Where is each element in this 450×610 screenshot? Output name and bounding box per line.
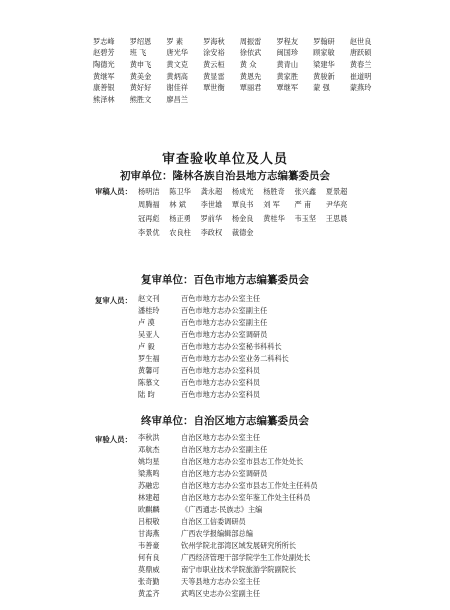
person-row bbox=[138, 576, 260, 588]
name-cell: 熊泽林 bbox=[93, 94, 115, 104]
person-name: 甘海燕 bbox=[138, 529, 160, 538]
person-role: 自治区工信委调研员 bbox=[181, 517, 246, 526]
name-cell: 杨成光 bbox=[231, 186, 254, 196]
name-cell: 杨正勇 bbox=[169, 213, 191, 223]
person-name: 莫鼎威 bbox=[138, 565, 160, 574]
name-cell: 黄云桓 bbox=[203, 59, 225, 69]
name-cell: 康善银 bbox=[93, 83, 115, 93]
name-cell: 罗程友 bbox=[276, 36, 299, 46]
name-cell: 黄申飞 bbox=[129, 59, 152, 69]
name-cell: 李世雄 bbox=[200, 200, 223, 210]
person-role: 百色市地方志办公室秘书科科长 bbox=[181, 342, 282, 351]
name-cell: 谢佳祥 bbox=[166, 83, 188, 93]
name-cell: 唐跃硕 bbox=[349, 48, 372, 58]
name-cell: 陈卫华 bbox=[169, 186, 191, 196]
name-row bbox=[93, 71, 393, 83]
name-row bbox=[93, 82, 393, 94]
name-cell: 黄 众 bbox=[239, 59, 257, 69]
person-role: 自治区地方志办公室调研员 bbox=[181, 469, 268, 478]
person-name: 何有良 bbox=[138, 553, 160, 562]
person-role: 《广西通志·民族志》主编 bbox=[181, 505, 263, 514]
person-name: 梁燕鸣 bbox=[138, 469, 160, 478]
person-role: 天等县地方志办公室主任 bbox=[181, 577, 261, 586]
person-name: 李秋洪 bbox=[138, 433, 160, 442]
name-cell: 罗志峰 bbox=[93, 36, 115, 46]
person-role: 百色市地方志办公室副主任 bbox=[181, 318, 268, 327]
name-cell: 黄青山 bbox=[276, 59, 299, 69]
person-role: 自治区地方志办公室市县志工作处主任科员 bbox=[181, 481, 318, 490]
name-cell: 严 甫 bbox=[294, 200, 312, 210]
person-row bbox=[138, 564, 296, 576]
final-review-heading: 终审单位：自治区地方志编纂委员会 bbox=[141, 415, 309, 427]
name-cell: 熊胜文 bbox=[129, 94, 152, 104]
person-role: 自治区地方志办公室年鉴工作处主任科员 bbox=[181, 493, 311, 502]
second-review-label: 复审人员： bbox=[95, 296, 132, 305]
person-row bbox=[138, 444, 267, 456]
person-row bbox=[138, 329, 267, 341]
person-role: 百色市地方志办公室业务二科科长 bbox=[181, 354, 289, 363]
person-role: 百色市地方志办公室科员 bbox=[181, 366, 261, 375]
person-name: 卢 漠 bbox=[138, 318, 155, 327]
person-role: 自治区地方志办公室副主任 bbox=[181, 445, 268, 454]
name-cell: 李政权 bbox=[200, 227, 223, 237]
name-cell: 班 飞 bbox=[129, 48, 147, 58]
page-title: 审查验收单位及人员 bbox=[161, 152, 288, 167]
person-role: 百色市地方志办公室科员 bbox=[181, 378, 261, 387]
name-cell: 黄继军 bbox=[93, 71, 115, 81]
person-name: 黄馨可 bbox=[138, 366, 160, 375]
name-cell: 陶德光 bbox=[93, 59, 115, 69]
person-role: 百色市地方志办公室调研员 bbox=[181, 330, 268, 339]
name-cell: 农良柱 bbox=[169, 227, 191, 237]
name-row bbox=[93, 94, 393, 106]
person-row bbox=[138, 504, 262, 516]
person-name: 欧麒麟 bbox=[138, 505, 160, 514]
person-row bbox=[138, 365, 260, 377]
name-cell: 廖昌兰 bbox=[166, 94, 188, 104]
name-cell: 覃继军 bbox=[276, 83, 299, 93]
name-row bbox=[93, 48, 393, 60]
name-cell: 闽国珍 bbox=[276, 48, 299, 58]
person-role: 钦州学院北部湾区域发展研究所所长 bbox=[181, 541, 297, 550]
person-row bbox=[138, 305, 267, 317]
name-cell: 裁德金 bbox=[231, 227, 254, 237]
name-cell: 覃丽君 bbox=[239, 83, 262, 93]
name-cell: 罗 素 bbox=[166, 36, 184, 46]
person-role: 百色市地方志办公室主任 bbox=[181, 294, 261, 303]
name-cell: 覃良书 bbox=[231, 200, 254, 210]
second-review-heading: 复审单位：百色市地方志编纂委员会 bbox=[141, 274, 309, 286]
person-role: 百色市地方志办公室科员 bbox=[181, 390, 261, 399]
person-name: 苏融忠 bbox=[138, 481, 160, 490]
name-cell: 杨明洁 bbox=[138, 186, 160, 196]
person-row bbox=[138, 480, 318, 492]
name-cell: 林 斌 bbox=[169, 200, 186, 210]
final-review-label: 审验人员： bbox=[95, 435, 132, 444]
name-cell: 罗前华 bbox=[200, 213, 223, 223]
name-row bbox=[138, 185, 357, 199]
person-row bbox=[138, 516, 246, 528]
person-name: 邓航杰 bbox=[138, 445, 160, 454]
person-name: 韦善豪 bbox=[138, 541, 160, 550]
person-row bbox=[138, 293, 260, 305]
person-row bbox=[138, 432, 260, 444]
name-cell: 杨胜奇 bbox=[263, 186, 285, 196]
name-cell: 唐光华 bbox=[166, 48, 188, 58]
person-name: 陈慕文 bbox=[138, 378, 160, 387]
person-role: 武鸣区史志办公室副主任 bbox=[181, 589, 261, 598]
person-name: 卢 毅 bbox=[138, 342, 155, 351]
person-row bbox=[138, 353, 289, 365]
name-cell: 李景优 bbox=[138, 227, 160, 237]
name-cell: 赵碧芳 bbox=[93, 48, 115, 58]
name-cell: 夏景超 bbox=[325, 186, 348, 196]
person-role: 广西农学报编辑部总编 bbox=[181, 529, 253, 538]
person-name: 姚均星 bbox=[138, 457, 160, 466]
name-row bbox=[93, 59, 393, 71]
name-cell: 徐依武 bbox=[239, 48, 262, 58]
name-cell: 张兴鑫 bbox=[294, 186, 317, 196]
person-row bbox=[138, 317, 267, 329]
name-cell: 崔道明 bbox=[349, 71, 372, 81]
person-role: 自治区地方志办公室主任 bbox=[181, 433, 261, 442]
person-row bbox=[138, 456, 303, 468]
name-cell: 黄桂华 bbox=[263, 213, 285, 223]
person-role: 南宁市职业技术学院旅游学院副院长 bbox=[181, 565, 297, 574]
name-row bbox=[93, 36, 393, 48]
person-role: 百色市地方志办公室副主任 bbox=[181, 306, 268, 315]
name-cell: 黄显雷 bbox=[203, 71, 225, 81]
first-review-names bbox=[138, 185, 357, 239]
name-row bbox=[138, 212, 357, 226]
name-cell: 黄骏新 bbox=[313, 71, 335, 81]
name-cell: 刘 军 bbox=[263, 200, 280, 210]
name-cell: 黄美金 bbox=[129, 71, 152, 81]
person-name: 林建超 bbox=[138, 493, 160, 502]
name-row bbox=[138, 226, 357, 240]
name-cell: 顾家敏 bbox=[313, 48, 335, 58]
person-name: 赵文刊 bbox=[138, 294, 160, 303]
person-row bbox=[138, 389, 260, 401]
person-name: 吕根敬 bbox=[138, 517, 160, 526]
top-name-list bbox=[93, 36, 393, 106]
name-cell: 杨金良 bbox=[231, 213, 254, 223]
person-row bbox=[138, 377, 260, 389]
name-cell: 蒙 强 bbox=[313, 83, 330, 93]
first-review-label: 审稿人员： bbox=[95, 187, 132, 196]
person-name: 黄孟齐 bbox=[138, 589, 160, 598]
name-cell: 蒙燕玲 bbox=[349, 83, 372, 93]
person-row bbox=[138, 492, 310, 504]
person-role: 自治区地方志办公室市县志工作处处长 bbox=[181, 457, 304, 466]
name-cell: 涂安裕 bbox=[203, 48, 225, 58]
name-cell: 黄春兰 bbox=[349, 59, 372, 69]
name-cell: 冠再彪 bbox=[138, 213, 160, 223]
name-cell: 罗翰研 bbox=[313, 36, 335, 46]
name-cell: 罗绍恩 bbox=[129, 36, 152, 46]
person-role: 广西经济管理干部学院学生工作处副处长 bbox=[181, 553, 311, 562]
name-cell: 黄恩先 bbox=[239, 71, 262, 81]
name-cell: 黄文克 bbox=[166, 59, 188, 69]
name-cell: 尹华亮 bbox=[325, 200, 348, 210]
person-row bbox=[138, 588, 260, 600]
person-row bbox=[138, 341, 282, 353]
person-name: 张奇勤 bbox=[138, 577, 160, 586]
name-cell: 黄家胜 bbox=[276, 71, 299, 81]
person-row bbox=[138, 552, 310, 564]
first-review-heading: 初审单位：隆林各族自治县地方志编纂委员会 bbox=[120, 170, 330, 182]
name-cell: 韦玉坚 bbox=[294, 213, 317, 223]
name-cell: 黄好好 bbox=[129, 83, 152, 93]
person-row bbox=[138, 528, 253, 540]
person-name: 吴亚人 bbox=[138, 330, 160, 339]
person-name: 罗生福 bbox=[138, 354, 160, 363]
name-cell: 龚永超 bbox=[200, 186, 223, 196]
name-cell: 周腾福 bbox=[138, 200, 160, 210]
name-cell: 黄炳高 bbox=[166, 71, 188, 81]
person-name: 陆 昀 bbox=[138, 390, 155, 399]
name-row bbox=[138, 199, 357, 213]
name-cell: 赵世良 bbox=[349, 36, 372, 46]
person-row bbox=[138, 468, 267, 480]
person-name: 潘桂玲 bbox=[138, 306, 160, 315]
name-cell: 王思晨 bbox=[325, 213, 348, 223]
person-row bbox=[138, 540, 296, 552]
name-cell: 覃世衡 bbox=[203, 83, 225, 93]
name-cell: 梁建华 bbox=[313, 59, 335, 69]
name-cell: 罗海秋 bbox=[203, 36, 225, 46]
name-cell: 周振雷 bbox=[239, 36, 262, 46]
